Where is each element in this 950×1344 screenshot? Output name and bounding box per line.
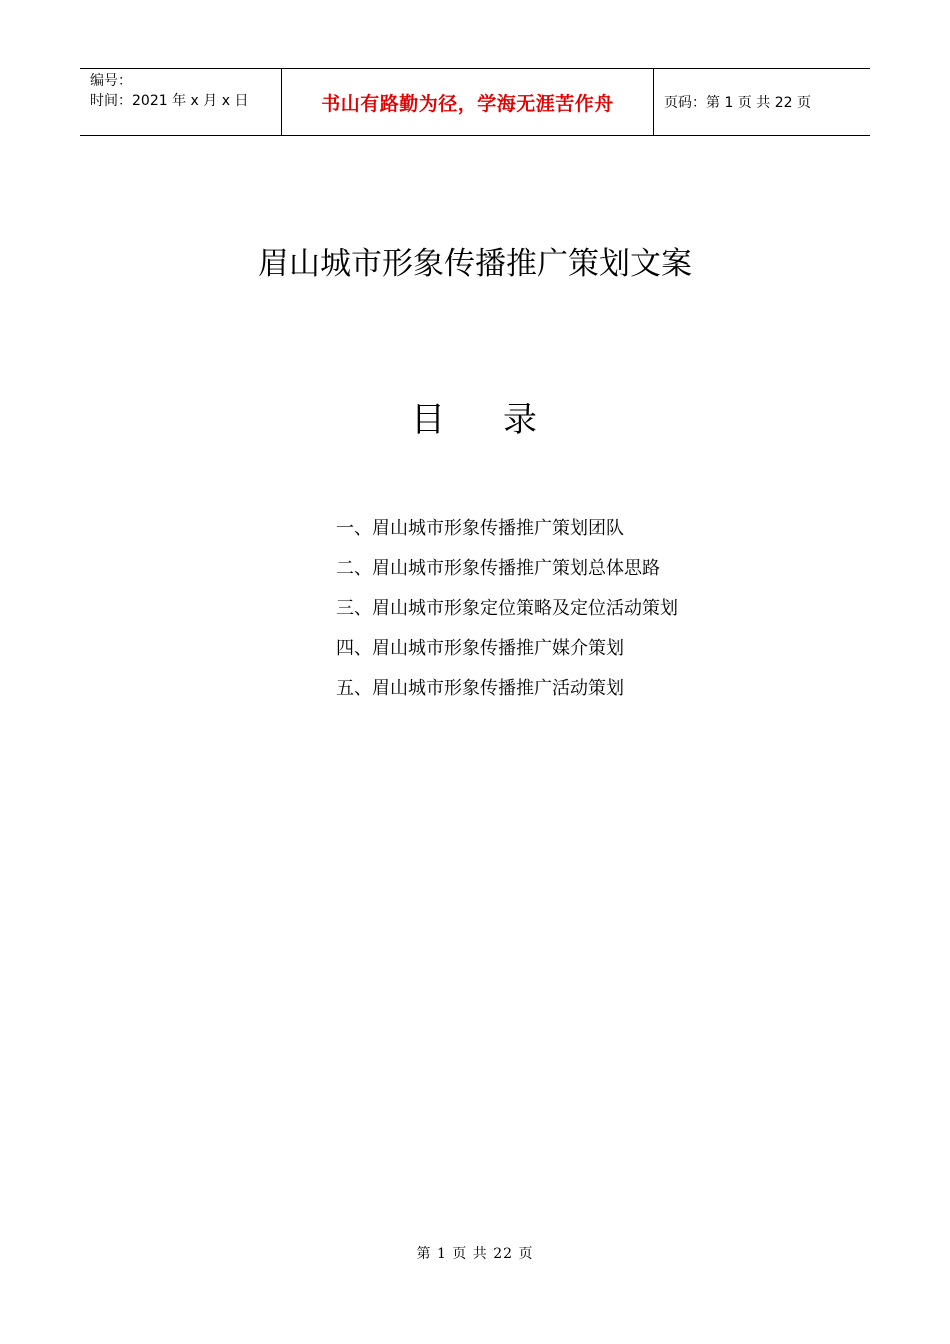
document-time-label: 时间：2021 年 x 月 x 日 <box>90 93 249 109</box>
toc-item: 一、眉山城市形象传播推广策划团队 <box>336 518 624 539</box>
header-page-cell <box>654 69 870 135</box>
toc-heading-char-1: 目 <box>411 400 447 440</box>
toc-item: 五、眉山城市形象传播推广活动策划 <box>336 678 624 699</box>
header-motto: 书山有路勤为径，学海无涯苦作舟 <box>321 92 614 115</box>
toc-item: 三、眉山城市形象定位策略及定位活动策划 <box>336 598 678 619</box>
header-page-info: 页码：第 1 页 共 22 页 <box>664 95 811 111</box>
page-header <box>80 68 870 136</box>
toc-heading-char-2: 录 <box>503 400 539 440</box>
document-number-label: 编号： <box>90 73 132 89</box>
toc-item: 二、眉山城市形象传播推广策划总体思路 <box>336 558 660 579</box>
toc-heading <box>0 396 950 444</box>
header-motto-cell <box>282 69 654 135</box>
header-meta-cell <box>80 69 282 135</box>
toc-item: 四、眉山城市形象传播推广媒介策划 <box>336 638 624 659</box>
table-of-contents <box>336 509 678 709</box>
page-footer: 第 1 页 共 22 页 <box>416 1246 534 1262</box>
document-title: 眉山城市形象传播推广策划文案 <box>258 246 692 282</box>
